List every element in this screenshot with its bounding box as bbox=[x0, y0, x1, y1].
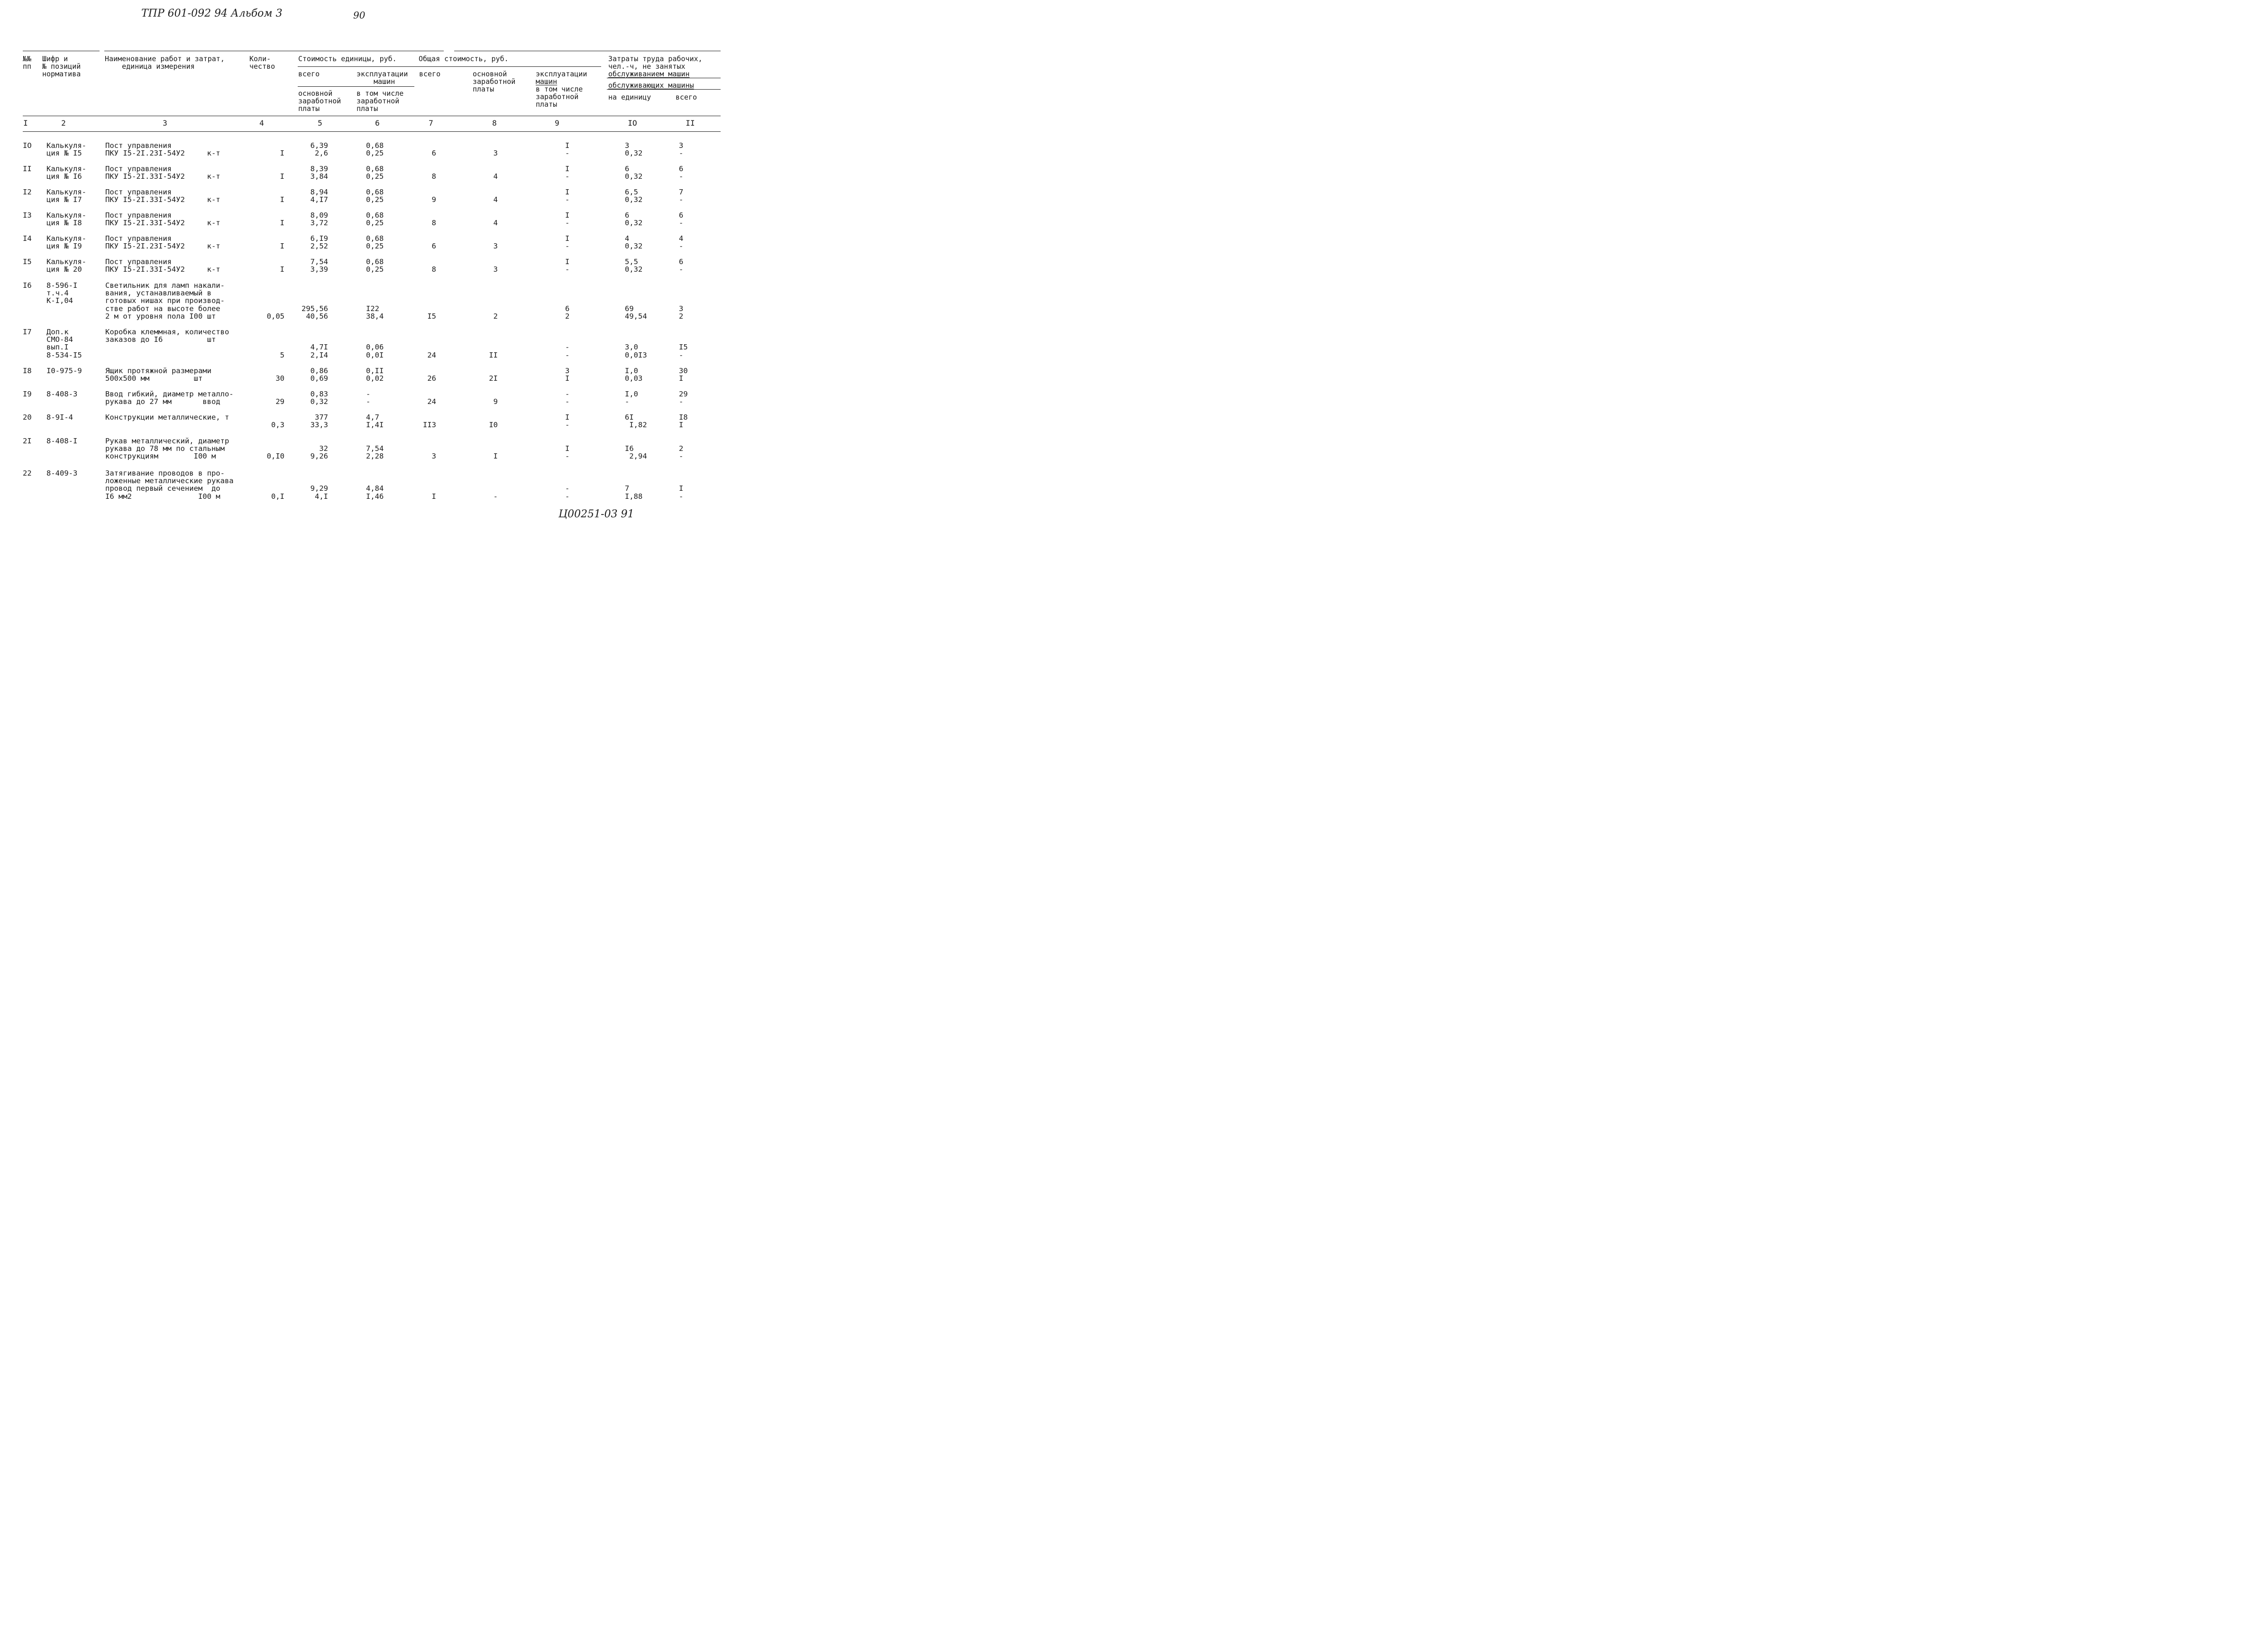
row-c6-cell: I22 38,4 bbox=[366, 304, 384, 321]
row-c10-cell: I,0 0,03 bbox=[625, 367, 643, 383]
row-c5-cell: 8,94 4,I7 bbox=[310, 188, 328, 204]
row-c11-cell: 7 - bbox=[679, 188, 684, 204]
column-number: II bbox=[686, 119, 695, 128]
row-c5-cell: 6,39 2,6 bbox=[310, 141, 328, 158]
row-c8-cell: 4 bbox=[493, 219, 498, 228]
row-code-cell: 8-408-3 bbox=[46, 390, 78, 398]
row-name-cell: Светильник для ламп накали- вания, устанавливаемый в готовых нишах при производ- стве работ на высоте более 2 м от уровня пола I00 шт bbox=[105, 281, 225, 321]
row-code-cell: Калькуля- ция № I7 bbox=[46, 188, 86, 204]
row-n-cell: 22 bbox=[23, 469, 32, 477]
row-c8-cell: 2 bbox=[493, 312, 498, 321]
header-col7-total: всего bbox=[419, 70, 441, 78]
column-number: 9 bbox=[555, 119, 559, 128]
row-c5-cell: 295,56 40,56 bbox=[302, 304, 328, 321]
row-c8-cell: II bbox=[489, 350, 498, 359]
row-name-cell: Пост управления ПКУ I5-2I.23I-54У2 к-т bbox=[105, 234, 220, 251]
row-qty-cell: 0,05 bbox=[266, 312, 284, 321]
row-n-cell: I9 bbox=[23, 390, 32, 398]
row-c9-cell: 3 I bbox=[565, 367, 570, 383]
header-unit-cost: Стоимость единицы, руб. bbox=[298, 55, 397, 63]
row-c9-cell: I - bbox=[565, 257, 570, 274]
row-c8-cell: I0 bbox=[489, 421, 498, 430]
row-c8-cell: 3 bbox=[493, 242, 498, 251]
row-c6-cell: 0,68 0,25 bbox=[366, 141, 384, 158]
row-c6-cell: 0,II 0,02 bbox=[366, 367, 384, 383]
row-name-cell: Коробка клеммная, количество заказов до I6 шт bbox=[105, 328, 229, 344]
row-c10-cell: 7 I,88 bbox=[625, 484, 643, 501]
row-code-cell: Калькуля- ция № I6 bbox=[46, 165, 86, 181]
row-c8-cell: I bbox=[493, 452, 498, 461]
header-col10-per-unit: на единицу bbox=[608, 93, 651, 101]
header-col6-machines: эксплуатации машин bbox=[357, 70, 408, 86]
row-c5-cell: 8,09 3,72 bbox=[310, 211, 328, 228]
row-c10-cell: 6 0,32 bbox=[625, 211, 643, 228]
row-qty-cell: 30 bbox=[275, 374, 284, 383]
row-c11-cell: 4 - bbox=[679, 234, 684, 251]
row-code-cell: 8-409-3 bbox=[46, 469, 78, 477]
row-c9-cell: I - bbox=[565, 165, 570, 181]
row-c5-cell: 377 33,3 bbox=[310, 413, 328, 430]
row-c6-cell: 0,68 0,25 bbox=[366, 165, 384, 181]
row-name-cell: Ввод гибкий, диаметр металло- рукава до 27 мм ввод bbox=[105, 390, 234, 406]
row-c9-cell: I - bbox=[565, 211, 570, 228]
header-total-cost: Общая стоимость, руб. bbox=[419, 55, 509, 63]
row-c9-cell: I - bbox=[565, 444, 570, 461]
row-c6-cell: 0,68 0,25 bbox=[366, 234, 384, 251]
header-quantity: Коли- чество bbox=[249, 55, 275, 71]
row-c6-cell: 4,84 I,46 bbox=[366, 484, 384, 501]
column-number: 4 bbox=[259, 119, 264, 128]
row-n-cell: 2I bbox=[23, 437, 32, 445]
row-n-cell: I7 bbox=[23, 328, 32, 336]
header-work-name: Наименование работ и затрат, единица измерения bbox=[105, 55, 225, 71]
rule-subheader-5-6 bbox=[298, 86, 414, 87]
row-qty-cell: I bbox=[280, 195, 284, 204]
row-c10-cell: 6,5 0,32 bbox=[625, 188, 643, 204]
row-code-cell: 8-596-I т.ч.4 К-I,04 bbox=[46, 281, 78, 305]
row-c9-cell: I - bbox=[565, 188, 570, 204]
row-code-cell: 8-408-I bbox=[46, 437, 78, 445]
row-c5-cell: 4,7I 2,I4 bbox=[310, 343, 328, 359]
row-qty-cell: I bbox=[280, 219, 284, 228]
row-c11-cell: I8 I bbox=[679, 413, 688, 430]
row-c5-cell: 7,54 3,39 bbox=[310, 257, 328, 274]
row-name-cell: Рукав металлический, диаметр рукава до 78 мм по стальным конструкциям I00 м bbox=[105, 437, 229, 461]
row-c8-cell: 4 bbox=[493, 172, 498, 181]
row-c8-cell: 3 bbox=[493, 265, 498, 274]
row-c7-cell: I5 bbox=[427, 312, 436, 321]
header-col9-machines-2: машин bbox=[536, 77, 558, 86]
row-c7-cell: 3 bbox=[431, 452, 436, 461]
row-n-cell: I8 bbox=[23, 367, 32, 375]
row-qty-cell: I bbox=[280, 172, 284, 181]
header-col9-machines: эксплуатации bbox=[536, 70, 587, 78]
row-c7-cell: 6 bbox=[431, 242, 436, 251]
header-col8-wages: основной заработной платы bbox=[473, 70, 516, 93]
row-code-cell: I0-975-9 bbox=[46, 367, 82, 375]
row-c8-cell: 9 bbox=[493, 397, 498, 406]
row-name-cell: Ящик протяжной размерами 500х500 мм шт bbox=[105, 367, 211, 383]
row-qty-cell: 0,I bbox=[271, 492, 284, 501]
row-c10-cell: 5,5 0,32 bbox=[625, 257, 643, 274]
row-name-cell: Пост управления ПКУ I5-2I.33I-54У2 к-т bbox=[105, 257, 220, 274]
row-code-cell: Калькуля- ция № I5 bbox=[46, 141, 86, 158]
header-col6-incl-wages: в том числе заработной платы bbox=[357, 89, 404, 113]
row-c8-cell: 2I bbox=[489, 374, 498, 383]
row-c5-cell: 8,39 3,84 bbox=[310, 165, 328, 181]
document-page bbox=[0, 0, 736, 536]
row-name-cell: Пост управления ПКУ I5-2I.33I-54У2 к-т bbox=[105, 211, 220, 228]
row-c10-cell: 3,0 0,0I3 bbox=[625, 343, 647, 359]
row-c8-cell: 4 bbox=[493, 195, 498, 204]
row-c7-cell: 6 bbox=[431, 149, 436, 158]
header-col5-wages: основной заработной платы bbox=[298, 89, 341, 113]
row-c10-cell: 3 0,32 bbox=[625, 141, 643, 158]
rule-subheader-1 bbox=[298, 66, 601, 67]
row-c5-cell: 32 9,26 bbox=[310, 444, 328, 461]
row-code-cell: Калькуля- ция № 20 bbox=[46, 257, 86, 274]
row-c7-cell: 8 bbox=[431, 265, 436, 274]
column-number: 6 bbox=[375, 119, 380, 128]
row-c5-cell: 0,86 0,69 bbox=[310, 367, 328, 383]
row-c7-cell: 8 bbox=[431, 172, 436, 181]
row-n-cell: I6 bbox=[23, 281, 32, 290]
row-code-cell: Калькуля- ция № I9 bbox=[46, 234, 86, 251]
column-number: 2 bbox=[61, 119, 66, 128]
header-labor-cost: Затраты труда рабочих, чел.-ч, не занятых bbox=[608, 55, 703, 71]
row-c11-cell: 3 - bbox=[679, 141, 684, 158]
row-c7-cell: II3 bbox=[423, 421, 436, 430]
row-n-cell: I4 bbox=[23, 234, 32, 243]
row-c10-cell: 4 0,32 bbox=[625, 234, 643, 251]
row-c7-cell: 26 bbox=[427, 374, 436, 383]
row-name-cell: Пост управления ПКУ I5-2I.33I-54У2 к-т bbox=[105, 165, 220, 181]
row-c9-cell: - - bbox=[565, 390, 570, 406]
handwritten-album-reference: ТПР 601-092 94 Альбом 3 bbox=[141, 8, 283, 19]
row-c7-cell: 24 bbox=[427, 397, 436, 406]
row-c8-cell: - bbox=[493, 492, 498, 501]
row-c10-cell: 69 49,54 bbox=[625, 304, 647, 321]
row-c9-cell: I - bbox=[565, 141, 570, 158]
row-c7-cell: 8 bbox=[431, 219, 436, 228]
row-n-cell: I2 bbox=[23, 188, 32, 196]
handwritten-document-code: Ц00251-03 91 bbox=[558, 508, 634, 520]
row-qty-cell: I bbox=[280, 149, 284, 158]
row-n-cell: II bbox=[23, 165, 32, 173]
row-c11-cell: 6 - bbox=[679, 211, 684, 228]
row-c11-cell: 2 - bbox=[679, 444, 684, 461]
row-c9-cell: 6 2 bbox=[565, 304, 570, 321]
column-number: 7 bbox=[429, 119, 433, 128]
row-name-cell: Конструкции металлические, т bbox=[105, 413, 229, 422]
header-labor-machines: обслуживающих машины bbox=[608, 81, 694, 90]
header-norm-code: Шифр и № позиций норматива bbox=[42, 55, 81, 78]
row-code-cell: Калькуля- ция № I8 bbox=[46, 211, 86, 228]
row-c5-cell: 0,83 0,32 bbox=[310, 390, 328, 406]
row-n-cell: IO bbox=[23, 141, 32, 150]
row-c10-cell: 6I I,82 bbox=[625, 413, 647, 430]
row-qty-cell: I bbox=[280, 242, 284, 251]
row-c6-cell: 0,68 0,25 bbox=[366, 188, 384, 204]
header-col5-total: всего bbox=[298, 70, 320, 78]
row-c11-cell: 30 I bbox=[679, 367, 688, 383]
column-number: 8 bbox=[492, 119, 497, 128]
row-c7-cell: I bbox=[431, 492, 436, 501]
row-n-cell: I3 bbox=[23, 211, 32, 220]
row-c11-cell: 3 2 bbox=[679, 304, 684, 321]
row-name-cell: Пост управления ПКУ I5-2I.33I-54У2 к-т bbox=[105, 188, 220, 204]
row-c11-cell: 6 - bbox=[679, 257, 684, 274]
row-qty-cell: 0,I0 bbox=[266, 452, 284, 461]
row-c11-cell: 29 - bbox=[679, 390, 688, 406]
row-c5-cell: 6,I9 2,52 bbox=[310, 234, 328, 251]
row-code-cell: Доп.к СМО-84 вып.I 8-534-I5 bbox=[46, 328, 82, 359]
header-row-number: №№ пп bbox=[23, 55, 32, 71]
row-c10-cell: I6 2,94 bbox=[625, 444, 647, 461]
row-c10-cell: 6 0,32 bbox=[625, 165, 643, 181]
row-c6-cell: 4,7 I,4I bbox=[366, 413, 384, 430]
row-c9-cell: - - bbox=[565, 343, 570, 359]
row-n-cell: 20 bbox=[23, 413, 32, 422]
header-labor-not-machines: обслуживанием машин bbox=[608, 70, 690, 78]
rule-colnumbers-bottom bbox=[23, 131, 721, 132]
row-n-cell: I5 bbox=[23, 257, 32, 266]
row-qty-cell: 5 bbox=[280, 350, 284, 359]
row-qty-cell: 0,3 bbox=[271, 421, 284, 430]
row-c9-cell: - - bbox=[565, 484, 570, 501]
row-c6-cell: 0,68 0,25 bbox=[366, 257, 384, 274]
row-qty-cell: I bbox=[280, 265, 284, 274]
row-c11-cell: 6 - bbox=[679, 165, 684, 181]
row-c6-cell: 0,06 0,0I bbox=[366, 343, 384, 359]
row-name-cell: Затягивание проводов в про- ложенные металлические рукава провод первый сечением до I6 мм2 I00 м bbox=[105, 469, 234, 501]
column-number: I bbox=[23, 119, 28, 128]
row-c11-cell: I - bbox=[679, 484, 684, 501]
header-col11-total: всего bbox=[676, 93, 697, 101]
row-c10-cell: I,0 - bbox=[625, 390, 638, 406]
row-c9-cell: I - bbox=[565, 234, 570, 251]
row-c9-cell: I - bbox=[565, 413, 570, 430]
column-number: 3 bbox=[163, 119, 167, 128]
row-c8-cell: 3 bbox=[493, 149, 498, 158]
row-c6-cell: 7,54 2,28 bbox=[366, 444, 384, 461]
row-c6-cell: 0,68 0,25 bbox=[366, 211, 384, 228]
column-number: IO bbox=[628, 119, 637, 128]
row-qty-cell: 29 bbox=[275, 397, 284, 406]
row-c5-cell: 9,29 4,I bbox=[310, 484, 328, 501]
row-c11-cell: I5 - bbox=[679, 343, 688, 359]
row-code-cell: 8-9I-4 bbox=[46, 413, 73, 422]
row-c7-cell: 24 bbox=[427, 350, 436, 359]
row-name-cell: Пост управления ПКУ I5-2I.23I-54У2 к-т bbox=[105, 141, 220, 158]
header-col9-incl-wages: в том числе заработной платы bbox=[536, 85, 583, 109]
column-number: 5 bbox=[318, 119, 322, 128]
row-c6-cell: - - bbox=[366, 390, 371, 406]
page-number: 90 bbox=[353, 9, 366, 21]
row-c7-cell: 9 bbox=[431, 195, 436, 204]
